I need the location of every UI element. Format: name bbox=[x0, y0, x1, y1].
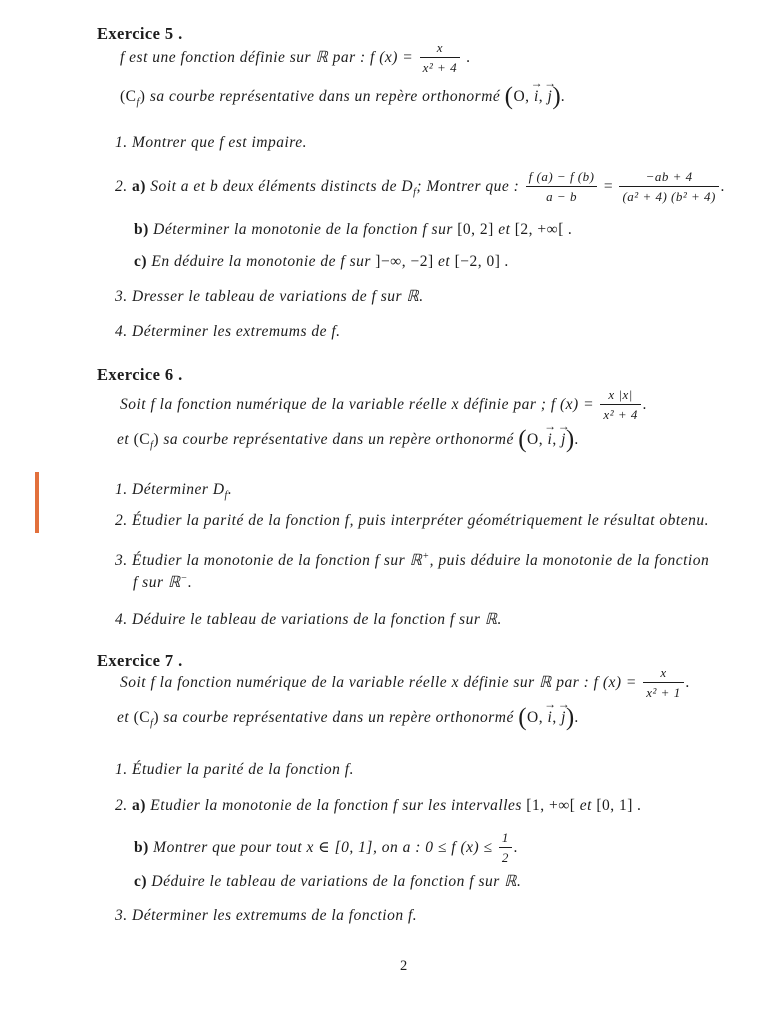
denominator: 2 bbox=[499, 847, 512, 866]
frame-comma: , bbox=[538, 88, 544, 105]
period: . bbox=[504, 253, 510, 270]
vector-letter: i bbox=[547, 709, 553, 726]
period: . bbox=[561, 88, 566, 105]
exercise-title-text: Exercice 5 bbox=[97, 24, 174, 43]
period: . bbox=[227, 481, 233, 498]
curve-statement bbox=[120, 77, 566, 117]
sub-question-label: a) bbox=[132, 797, 146, 814]
vector-arrow-icon: → bbox=[544, 76, 557, 90]
curve-statement bbox=[117, 698, 579, 738]
function-lhs: f (x) = bbox=[370, 49, 414, 66]
curve-lead: et bbox=[117, 709, 130, 726]
numerator: x bbox=[660, 665, 667, 681]
curve-subscript: f bbox=[150, 718, 154, 730]
vector-arrow-icon: → bbox=[544, 697, 557, 711]
question-number: 2. bbox=[115, 512, 128, 529]
denominator: x² + 1 bbox=[643, 682, 683, 701]
frame-close-paren: ) bbox=[552, 83, 562, 110]
question-text: Étudier la parité de la fonction f, puis interpréter géométriquement le résultat obtenu. bbox=[132, 512, 709, 529]
curve-statement bbox=[117, 420, 579, 460]
period: . bbox=[187, 574, 193, 591]
definition-text: f est une fonction définie sur ℝ par : bbox=[120, 49, 366, 66]
margin-mark bbox=[35, 472, 39, 533]
inequality: 0 ≤ f (x) ≤ bbox=[425, 839, 493, 856]
vector-j bbox=[544, 76, 557, 105]
question-number: 1. bbox=[115, 761, 128, 778]
question-number: 3. bbox=[115, 288, 128, 305]
fraction bbox=[619, 169, 718, 206]
numerator: f (a) − f (b) bbox=[528, 169, 595, 185]
frame-close-paren: ) bbox=[565, 704, 575, 731]
numerator: x bbox=[436, 40, 443, 56]
interval: [0, 2] bbox=[457, 221, 494, 238]
period: . bbox=[720, 178, 726, 195]
question-text: En déduire la monotonie de f sur bbox=[151, 253, 371, 270]
vector-arrow-icon: → bbox=[530, 76, 543, 90]
sub-question-label: c) bbox=[134, 873, 148, 890]
question-number: 2. bbox=[115, 797, 128, 814]
question-3-continuation bbox=[133, 563, 192, 603]
question-text: Déterminer D bbox=[132, 481, 225, 498]
vector-letter: i bbox=[547, 431, 553, 448]
title-dot: . bbox=[178, 365, 183, 384]
curve-close: ) bbox=[153, 709, 160, 726]
frame-comma: , bbox=[552, 431, 557, 448]
curve-lead: et bbox=[117, 431, 130, 448]
interval: ]−∞, −2] bbox=[375, 253, 434, 270]
question-text: Montrer que pour tout bbox=[153, 839, 303, 856]
question-text: Étudier la parité de la fonction f. bbox=[132, 761, 354, 778]
question-2a bbox=[115, 167, 725, 207]
math-expression: x ∈ [0, 1] bbox=[306, 839, 373, 856]
frame-open-paren: ( bbox=[518, 426, 528, 453]
denominator: x² + 4 bbox=[600, 404, 640, 423]
denominator: x² + 4 bbox=[420, 57, 460, 76]
question-text: Etudier la monotonie de la fonction f sur les intervalles bbox=[150, 797, 522, 814]
vector-letter: j bbox=[561, 709, 566, 726]
curve-name: (C bbox=[133, 709, 151, 726]
superscript-plus: + bbox=[422, 550, 430, 562]
question-number: 3. bbox=[115, 907, 128, 924]
interval: [1, +∞[ bbox=[526, 797, 576, 814]
period: . bbox=[637, 797, 642, 814]
conjunction: et bbox=[579, 797, 592, 814]
sub-question-label: b) bbox=[134, 221, 149, 238]
vector-arrow-icon: → bbox=[557, 419, 570, 433]
question-text: Étudier la monotonie de la fonction f sur ℝ bbox=[132, 552, 423, 569]
question-2a bbox=[115, 786, 642, 826]
exercise-title-text: Exercice 6 bbox=[97, 365, 174, 384]
denominator: (a² + 4) (b² + 4) bbox=[619, 186, 718, 205]
question-number: 4. bbox=[115, 611, 128, 628]
vector-arrow-icon: → bbox=[544, 419, 557, 433]
domain-subscript: f bbox=[413, 187, 417, 199]
numerator: x |x| bbox=[608, 387, 633, 403]
function-definition bbox=[120, 663, 690, 703]
question-text-continued: , on a : bbox=[372, 839, 421, 856]
question-number: 1. bbox=[115, 134, 128, 151]
fraction bbox=[600, 387, 640, 424]
sub-question-label: a) bbox=[132, 178, 146, 195]
function-lhs: f (x) = bbox=[593, 674, 637, 691]
question-number: 1. bbox=[115, 481, 128, 498]
exercise-title-text: Exercice 7 bbox=[97, 651, 174, 670]
curve-text: sa courbe représentative dans un repère orthonormé bbox=[149, 88, 501, 105]
question-text: Déduire le tableau de variations de la fonction f sur ℝ. bbox=[132, 611, 502, 628]
fraction bbox=[643, 665, 683, 702]
vector-i bbox=[544, 419, 557, 448]
curve-text: sa courbe représentative dans un repère orthonormé bbox=[163, 431, 514, 448]
frame-origin: O, bbox=[527, 709, 544, 726]
question-3 bbox=[115, 896, 417, 936]
denominator: a − b bbox=[526, 186, 598, 205]
frame-origin: O, bbox=[513, 88, 530, 105]
conjunction: et bbox=[498, 221, 511, 238]
function-definition bbox=[120, 38, 471, 78]
title-dot: . bbox=[178, 24, 183, 43]
question-text: Montrer que f est impaire. bbox=[132, 134, 308, 151]
vector-letter: i bbox=[533, 88, 539, 105]
equals-sign: = bbox=[603, 178, 614, 195]
conjunction: et bbox=[438, 253, 451, 270]
numerator: 1 bbox=[501, 830, 509, 846]
question-text-continued: ; Montrer que : bbox=[416, 178, 520, 195]
question-text: Déterminer les extremums de la fonction f. bbox=[132, 907, 418, 924]
function-lhs: f (x) = bbox=[550, 396, 595, 413]
vector-letter: j bbox=[547, 88, 553, 105]
question-number: 3. bbox=[115, 552, 128, 569]
period: . bbox=[513, 839, 519, 856]
curve-subscript: f bbox=[136, 97, 140, 109]
question-1 bbox=[115, 750, 354, 790]
question-text: Dresser le tableau de variations de f sur ℝ. bbox=[132, 288, 424, 305]
title-dot: . bbox=[178, 651, 183, 670]
question-text: Déterminer les extremums de f. bbox=[132, 323, 341, 340]
curve-close: ) bbox=[139, 88, 146, 105]
period: . bbox=[574, 709, 580, 726]
frame-close-paren: ) bbox=[565, 426, 575, 453]
vector-j bbox=[557, 419, 570, 448]
question-number: 2. bbox=[115, 178, 128, 195]
question-text: f sur ℝ bbox=[133, 574, 181, 591]
frame-open-paren: ( bbox=[518, 704, 528, 731]
question-2c bbox=[134, 242, 509, 282]
curve-text: sa courbe représentative dans un repère orthonormé bbox=[163, 709, 514, 726]
period: . bbox=[574, 431, 580, 448]
question-text-continued: , puis déduire la monotonie de la fonction bbox=[429, 552, 710, 569]
vector-arrow-icon: → bbox=[557, 697, 570, 711]
domain-subscript: f bbox=[224, 490, 228, 502]
superscript-minus: − bbox=[180, 572, 188, 584]
question-4 bbox=[115, 600, 502, 640]
frame-origin: O, bbox=[527, 431, 544, 448]
question-4 bbox=[115, 312, 341, 352]
period: . bbox=[466, 49, 471, 66]
sub-question-label: c) bbox=[134, 253, 148, 270]
period: . bbox=[568, 221, 573, 238]
period: . bbox=[685, 674, 691, 691]
vector-i bbox=[544, 697, 557, 726]
vector-letter: j bbox=[561, 431, 566, 448]
vector-i bbox=[530, 76, 543, 105]
interval: [2, +∞[ bbox=[514, 221, 564, 238]
question-1 bbox=[115, 123, 307, 163]
curve-subscript: f bbox=[150, 440, 154, 452]
fraction bbox=[420, 40, 460, 77]
question-text: Déterminer la monotonie de la fonction f sur bbox=[153, 221, 453, 238]
question-number: 4. bbox=[115, 323, 128, 340]
frame-comma: , bbox=[552, 709, 557, 726]
question-2 bbox=[115, 501, 709, 541]
question-text: Soit a et b deux éléments distincts de D bbox=[150, 178, 414, 195]
interval: [−2, 0] bbox=[454, 253, 501, 270]
definition-text: Soit f la fonction numérique de la variable réelle x définie sur ℝ par : bbox=[120, 674, 590, 691]
curve-name: (C bbox=[133, 431, 151, 448]
period: . bbox=[642, 396, 648, 413]
sub-question-label: b) bbox=[134, 839, 149, 856]
vector-j bbox=[557, 697, 570, 726]
interval: [0, 1] bbox=[596, 797, 633, 814]
question-3 bbox=[115, 277, 424, 317]
definition-text: Soit f la fonction numérique de la variable réelle x définie par ; bbox=[120, 396, 547, 413]
question-3 bbox=[115, 541, 709, 581]
page-number: 2 bbox=[400, 958, 408, 974]
fraction bbox=[526, 169, 598, 206]
question-text: Déduire le tableau de variations de la fonction f sur ℝ. bbox=[151, 873, 522, 890]
frame-open-paren: ( bbox=[504, 83, 514, 110]
curve-name: (C bbox=[120, 88, 137, 105]
numerator: −ab + 4 bbox=[645, 169, 693, 185]
curve-close: ) bbox=[153, 431, 160, 448]
